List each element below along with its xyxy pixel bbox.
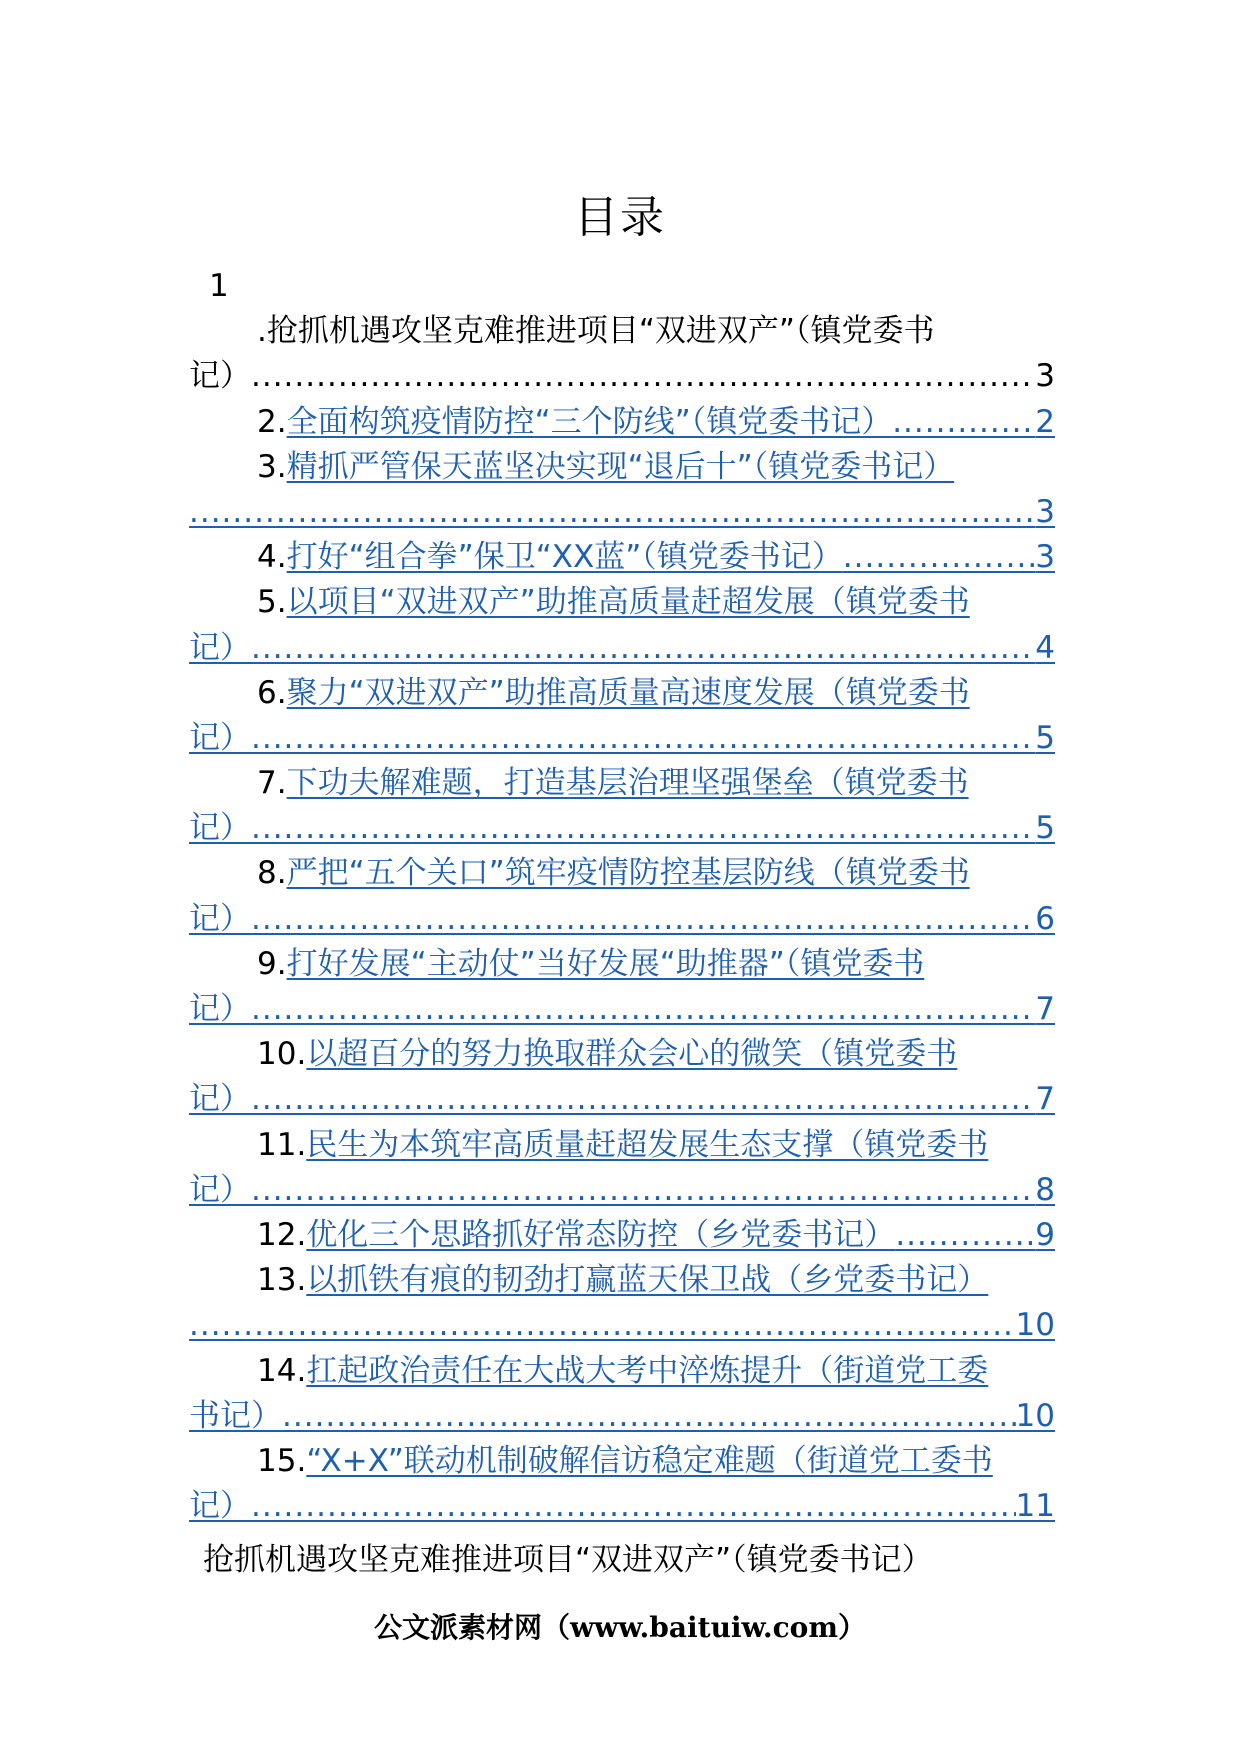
toc-entry-link[interactable]: 严把“五个关口”筑牢疫情防控基层防线（镇党委书 <box>286 855 970 892</box>
toc-entry-14[interactable] <box>189 1349 1055 1394</box>
toc-entry-number: 10. <box>257 1036 307 1073</box>
site-footer: 公文派素材网（www.baituiw.com） <box>374 1611 866 1644</box>
toc-entry-1-page: 3 <box>1035 358 1055 395</box>
toc-entry-link[interactable]: 聚力“双进双产”助推高质量高速度发展（镇党委书 <box>286 674 970 711</box>
toc-entry-number: 3. <box>257 448 287 485</box>
toc-entry-link[interactable]: 以抓铁有痕的韧劲打赢蓝天保卫战（乡党委书记） <box>306 1262 989 1299</box>
dot-leader <box>895 1213 1035 1258</box>
dot-leader <box>251 716 1035 761</box>
toc-entry-number: 12. <box>257 1216 307 1253</box>
toc-entry-number: 8. <box>257 855 287 892</box>
toc-entry-number: 14. <box>257 1352 307 1389</box>
dot-leader <box>251 806 1035 851</box>
toc-entry-link-cont: 记） <box>189 900 251 937</box>
dot-leader <box>282 1394 1016 1439</box>
toc-entry-link-cont: 记） <box>189 1488 251 1525</box>
toc-entry-page: 2 <box>1035 403 1055 440</box>
toc-entry-link[interactable]: 打好发展“主动仗”当好发展“助推器”（镇党委书 <box>286 945 925 982</box>
toc-entry-link-cont: 记） <box>189 629 251 666</box>
toc-entry-12[interactable] <box>189 1213 1055 1258</box>
toc-entry-page: 3 <box>1035 493 1055 530</box>
table-of-contents <box>189 264 1055 1529</box>
toc-entry-page: 5 <box>1035 810 1055 847</box>
toc-entry-3-continuation[interactable] <box>189 490 1055 535</box>
toc-entry-8[interactable] <box>189 851 1055 896</box>
toc-entry-link-cont: 记） <box>189 1171 251 1208</box>
toc-entry-link[interactable]: “X+X”联动机制破解信访稳定难题（街道党工委书 <box>306 1442 993 1479</box>
toc-entry-link-cont: 书记） <box>189 1397 282 1434</box>
toc-entry-link[interactable]: 以项目“双进双产”助推高质量赶超发展（镇党委书 <box>286 584 970 621</box>
toc-entry-1[interactable] <box>189 309 1055 354</box>
toc-entry-7-continuation[interactable] <box>189 806 1055 851</box>
toc-entry-link[interactable]: 民生为本筑牢高质量赶超发展生态支撑（镇党委书 <box>306 1126 989 1163</box>
toc-entry-link-cont: 记） <box>189 1081 251 1118</box>
toc-entry-page: 10 <box>1015 1307 1055 1344</box>
toc-entry-15-continuation[interactable] <box>189 1484 1055 1529</box>
dot-leader <box>251 897 1035 942</box>
toc-entry-page: 6 <box>1035 900 1055 937</box>
toc-entry-link[interactable]: 精抓严管保天蓝坚决实现“退后十”（镇党委书记） <box>286 448 955 485</box>
toc-entry-link-cont: 记） <box>189 810 251 847</box>
toc-entry-link[interactable]: 以超百分的努力换取群众会心的微笑（镇党委书 <box>306 1036 958 1073</box>
toc-entry-2[interactable] <box>189 400 1055 445</box>
toc-entry-10-continuation[interactable] <box>189 1077 1055 1122</box>
toc-entry-5[interactable] <box>189 580 1055 625</box>
toc-entry-page: 7 <box>1035 1081 1055 1118</box>
toc-entry-11[interactable] <box>189 1123 1055 1168</box>
toc-entry-number: 15. <box>257 1442 307 1479</box>
toc-entry-link[interactable]: 扛起政治责任在大战大考中淬炼提升（街道党工委 <box>306 1352 989 1389</box>
toc-entry-3[interactable] <box>189 445 1055 490</box>
toc-entry-6[interactable] <box>189 671 1055 716</box>
toc-entry-5-continuation[interactable] <box>189 626 1055 671</box>
toc-entry-page: 9 <box>1035 1216 1055 1253</box>
toc-entry-number: 2. <box>257 403 287 440</box>
dot-leader <box>251 1077 1035 1122</box>
dot-leader <box>251 987 1035 1032</box>
toc-entry-9[interactable] <box>189 942 1055 987</box>
dot-leader <box>251 1484 1016 1529</box>
toc-entry-1-number: 1 <box>209 268 229 304</box>
toc-entry-6-continuation[interactable] <box>189 716 1055 761</box>
toc-entry-number: 6. <box>257 674 287 711</box>
toc-entry-link[interactable]: 全面构筑疫情防控“三个防线”（镇党委书记） <box>286 403 893 440</box>
toc-entry-link[interactable]: 优化三个思路抓好常态防控（乡党委书记） <box>306 1216 896 1253</box>
toc-entry-number: 9. <box>257 945 287 982</box>
toc-entry-11-continuation[interactable] <box>189 1168 1055 1213</box>
toc-entry-1-number-line <box>189 264 1055 309</box>
body-heading: 抢抓机遇攻坚克难推进项目“双进双产”（镇党委书记） <box>203 1542 933 1578</box>
dot-leader <box>189 1303 1016 1348</box>
toc-entry-page: 4 <box>1035 629 1055 666</box>
toc-entry-link[interactable]: 下功夫解难题，打造基层治理坚强堡垒（镇党委书 <box>286 765 969 802</box>
toc-entry-10[interactable] <box>189 1032 1055 1077</box>
toc-entry-14-continuation[interactable] <box>189 1394 1055 1439</box>
toc-entry-page: 7 <box>1035 991 1055 1027</box>
toc-entry-page: 3 <box>1035 539 1055 576</box>
toc-entry-number: 13. <box>257 1262 307 1299</box>
toc-entry-9-continuation[interactable] <box>189 987 1055 1032</box>
toc-entry-number: 11. <box>257 1126 307 1163</box>
toc-entry-number: 7. <box>257 765 287 802</box>
toc-entry-8-continuation[interactable] <box>189 897 1055 942</box>
toc-entry-number: 5. <box>257 584 287 621</box>
toc-entry-1-title: .抢抓机遇攻坚克难推进项目“双进双产”（镇党委书 <box>257 313 935 350</box>
dot-leader <box>251 1168 1035 1213</box>
toc-entry-number: 4. <box>257 539 287 576</box>
dot-leader <box>189 490 1035 535</box>
toc-entry-link-cont: 记） <box>189 991 251 1027</box>
toc-entry-1-title-cont: 记） <box>189 358 251 395</box>
toc-entry-15[interactable] <box>189 1439 1055 1484</box>
toc-entry-link[interactable]: 打好“组合拳”保卫“XX蓝”（镇党委书记） <box>286 539 843 576</box>
toc-entry-page: 10 <box>1015 1397 1055 1434</box>
toc-title: 目录 <box>574 192 666 243</box>
toc-entry-13-continuation[interactable] <box>189 1303 1055 1348</box>
toc-entry-page: 5 <box>1035 719 1055 756</box>
dot-leader <box>251 354 1035 399</box>
toc-entry-4[interactable] <box>189 535 1055 580</box>
dot-leader <box>843 535 1035 580</box>
toc-entry-1-continuation[interactable] <box>189 354 1055 399</box>
toc-entry-7[interactable] <box>189 761 1055 806</box>
dot-leader <box>892 400 1035 445</box>
toc-entry-link-cont: 记） <box>189 719 251 756</box>
toc-entry-page: 8 <box>1035 1171 1055 1208</box>
toc-entry-13[interactable] <box>189 1258 1055 1303</box>
toc-entry-page: 11 <box>1015 1488 1055 1525</box>
dot-leader <box>251 626 1035 671</box>
